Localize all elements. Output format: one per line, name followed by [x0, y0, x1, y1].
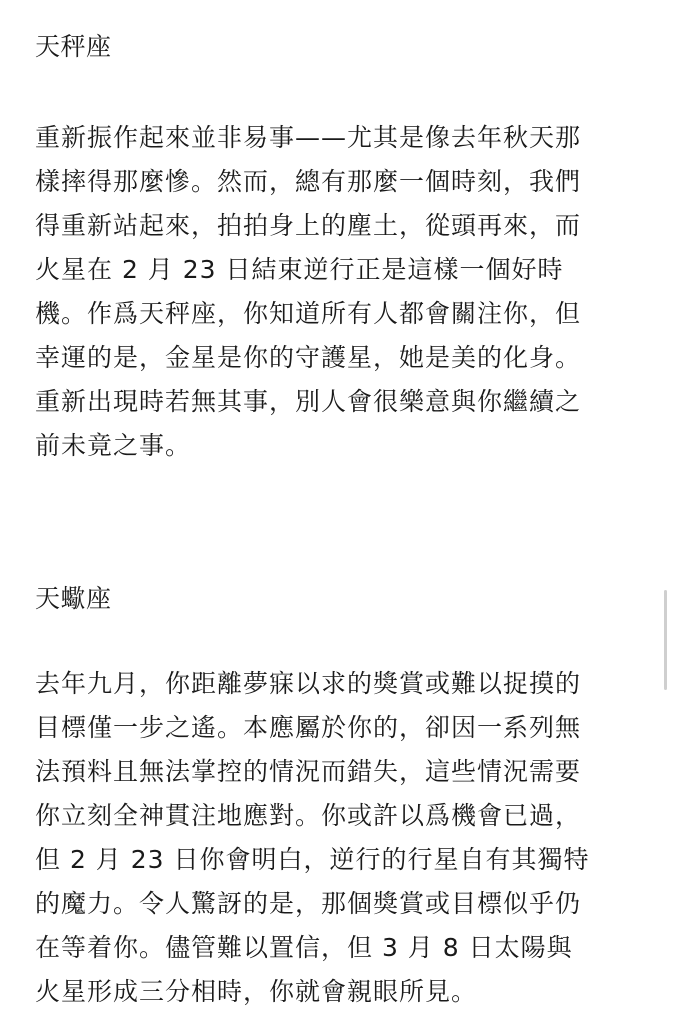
paragraph-line: 火星形成三分相時，你就會親眼所見。 [35, 977, 478, 1006]
paragraph-line: 目標僅一步之遙。本應屬於你的，卻因一系列無 [35, 713, 582, 742]
paragraph-line: 幸運的是，金星是你的守護星，她是美的化身。 [35, 343, 582, 372]
paragraph-line: 得重新站起來，拍拍身上的塵土，從頭再來，而 [35, 211, 582, 240]
paragraph-line: 火星在 2 月 23 日結束逆行正是這樣一個好時 [35, 255, 564, 284]
paragraph-line: 樣摔得那麼慘。然而，總有那麼一個時刻，我們 [35, 167, 582, 196]
section-title-libra: 天秤座 [35, 32, 112, 61]
paragraph-line: 機。作爲天秤座，你知道所有人都會關注你，但 [35, 299, 582, 328]
paragraph-line: 法預料且無法掌控的情況而錯失，這些情況需要 [35, 757, 582, 786]
paragraph-line: 前未竟之事。 [35, 431, 192, 460]
section-paragraph-libra [35, 116, 645, 468]
paragraph-line: 去年九月，你距離夢寐以求的獎賞或難以捉摸的 [35, 669, 582, 698]
section-title-scorpio: 天蠍座 [35, 584, 112, 613]
paragraph-line: 在等着你。儘管難以置信，但 3 月 8 日太陽與 [35, 933, 573, 962]
paragraph-line: 重新出現時若無其事，別人會很樂意與你繼續之 [35, 387, 582, 416]
paragraph-line: 重新振作起來並非易事——尤其是像去年秋天那 [35, 123, 582, 152]
paragraph-line: 你立刻全神貫注地應對。你或許以爲機會已過， [35, 801, 582, 830]
paragraph-line: 但 2 月 23 日你會明白，逆行的行星自有其獨特 [35, 845, 590, 874]
paragraph-line: 的魔力。令人驚訝的是，那個獎賞或目標似乎仍 [35, 889, 582, 918]
section-paragraph-scorpio [35, 662, 645, 1014]
scrollbar[interactable] [664, 590, 667, 690]
